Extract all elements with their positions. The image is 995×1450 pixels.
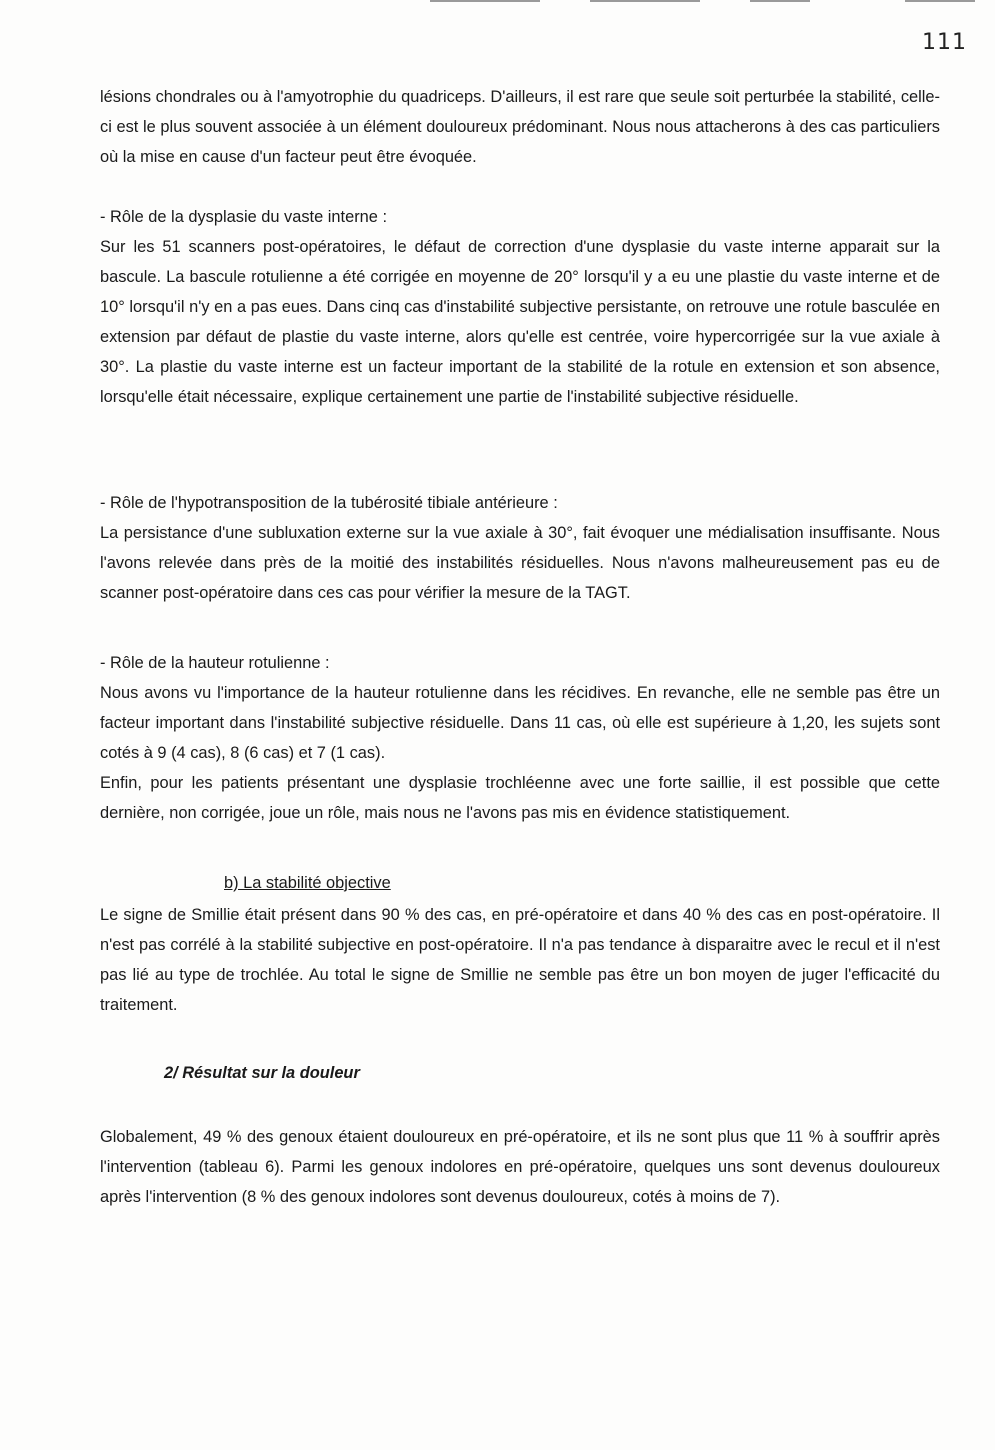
section-vaste-interne <box>100 202 940 412</box>
section-body: Sur les 51 scanners post-opératoires, le défaut de correction d'une dysplasie du vaste interne apparait sur la bascule. La bascule rotulienne a été corrigée en moyenne de 20° lorsqu'il y a eu une plastie du vaste interne et de 10° lorsqu'il n'y en a pas eues. Dans cinq cas d'instabilité subjective persistante, on retrouve une rotule basculée en extension par défaut de plastie du vaste interne, alors qu'elle est centrée, voire hypercorrigée sur la vue axiale à 30°. La plastie du vaste interne est un facteur important de la stabilité de la rotule en extension et son absence, lorsqu'elle était nécessaire, explique certainement une partie de l'instabilité subjective résiduelle. <box>100 238 940 406</box>
section-objective <box>100 900 940 1020</box>
intro-text: lésions chondrales ou à l'amyotrophie du quadriceps. D'ailleurs, il est rare que seule soit perturbée la stabilité, celle-ci est le plus souvent associée à un élément douloureux prédominant. Nous nous attacherons à des cas particuliers où la mise en cause d'un facteur peut être évoquée. <box>100 88 940 166</box>
section-douleur <box>100 1122 940 1212</box>
section-body: Nous avons vu l'importance de la hauteur rotulienne dans les récidives. En revanche, elle ne semble pas être un facteur important dans l'instabilité subjective résiduelle. Dans 11 cas, où elle est supérieure à 1,20, les sujets sont cotés à 9 (4 cas), 8 (6 cas) et 7 (1 cas). <box>100 684 940 762</box>
section-hauteur <box>100 648 940 828</box>
subheading-stabilite-objective: b) La stabilité objective <box>224 874 391 892</box>
intro-paragraph <box>100 82 940 172</box>
section-heading: - Rôle de la hauteur rotulienne : <box>100 654 330 672</box>
top-rule <box>430 0 540 2</box>
top-rule <box>905 0 975 2</box>
section-body: Globalement, 49 % des genoux étaient douloureux en pré-opératoire, et ils ne sont plus que 11 % à souffrir après l'intervention (tableau 6). Parmi les genoux indolores en pré-opératoire, quelques uns sont devenus douloureux après l'intervention (8 % des genoux indolores sont devenus douloureux, cotés à moins de 7). <box>100 1128 940 1206</box>
section-tta <box>100 488 940 608</box>
page-number: 111 <box>922 30 967 55</box>
top-rule <box>750 0 810 2</box>
section-heading: - Rôle de la dysplasie du vaste interne : <box>100 208 387 226</box>
heading-resultat-douleur: 2/ Résultat sur la douleur <box>164 1064 360 1082</box>
section-body: La persistance d'une subluxation externe sur la vue axiale à 30°, fait évoquer une médialisation insuffisante. Nous l'avons relevée dans près de la moitié des instabilités résiduelles. Nous n'avons malheureusement pas eu de scanner post-opératoire dans ces cas pour vérifier la mesure de la TAGT. <box>100 524 940 602</box>
section-body: Le signe de Smillie était présent dans 90 % des cas, en pré-opératoire et dans 40 % des cas en post-opératoire. Il n'est pas corrélé à la stabilité subjective en post-opératoire. Il n'a pas tendance à disparaitre avec le recul et il n'est pas lié au type de trochlée. Au total le signe de Smillie ne semble pas être un bon moyen de juger l'efficacité du traitement. <box>100 906 940 1014</box>
top-rule <box>590 0 700 2</box>
section-body-continued: Enfin, pour les patients présentant une dysplasie trochléenne avec une forte saillie, il est possible que cette dernière, non corrigée, joue un rôle, mais nous ne l'avons pas mis en évidence statistiquement. <box>100 774 940 822</box>
section-heading: - Rôle de l'hypotransposition de la tubérosité tibiale antérieure : <box>100 494 558 512</box>
